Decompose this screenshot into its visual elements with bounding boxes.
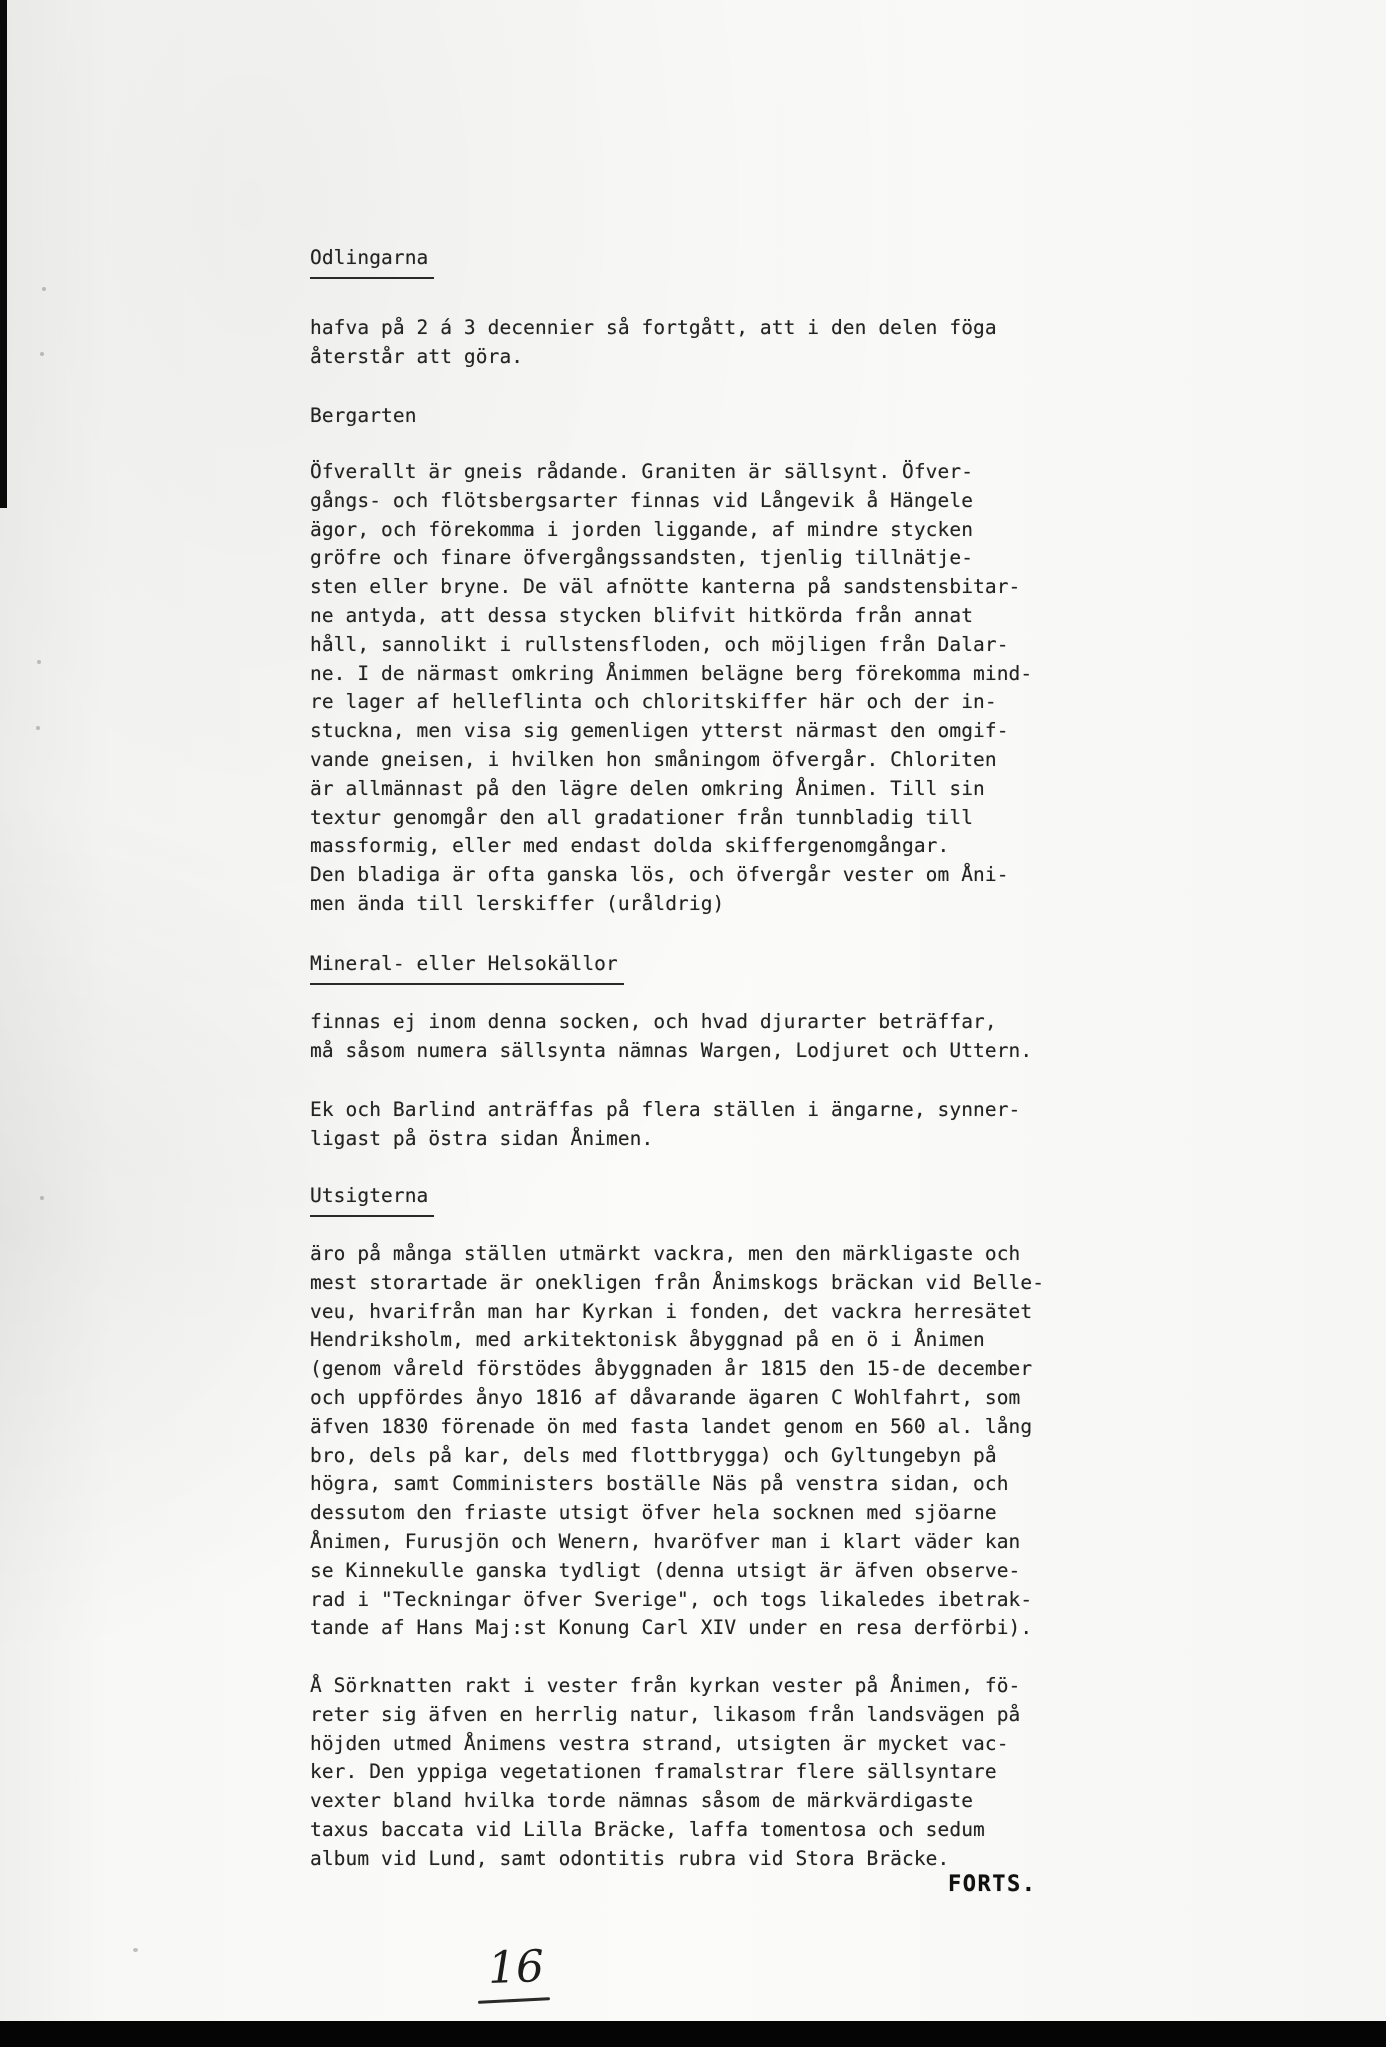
text-line: stuckna, men visa sig gemenligen ytterst närmast den omgif- — [310, 719, 1009, 743]
text-line: Ånimen, Furusjön och Wenern, hvaröfver man i klart väder kan — [310, 1529, 1021, 1553]
paragraph — [310, 1672, 1020, 1874]
text-line: ligast på östra sidan Ånimen. — [310, 1126, 654, 1150]
text-line: och uppfördes ånyo 1816 af dåvarande ägaren C Wohlfahrt, som — [310, 1385, 1021, 1409]
section-heading — [310, 244, 434, 279]
text-line: Ek och Barlind anträffas på flera ställen i ängarne, synner- — [310, 1098, 1021, 1121]
text-line: men ända till lerskiffer (uråldrig) — [310, 891, 725, 915]
text-line: dessutom den friaste utsigt öfver hela socknen med sjöarne — [310, 1501, 997, 1525]
page-number: 16 — [487, 1941, 545, 1994]
text-line: återstår att göra. — [310, 344, 524, 368]
text-line: äfven 1830 förenade ön med fasta landet genom en 560 al. lång — [310, 1414, 1033, 1438]
section-heading — [310, 1182, 434, 1217]
text-line: vande gneisen, i hvilken hon småningom öfvergår. Chloriten — [310, 747, 997, 771]
paragraph — [310, 1008, 1032, 1066]
text-line: Å Sörknatten rakt i vester från kyrkan vester på Ånimen, fö- — [310, 1674, 1021, 1697]
text-line: ker. Den yppiga vegetationen framalstrar flere sällsyntare — [310, 1760, 997, 1784]
section-heading-text: Odlingarna — [310, 244, 434, 279]
text-line: hafva på 2 á 3 decennier så fortgått, att i den delen föga — [310, 316, 997, 339]
text-line: rad i "Teckningar öfver Sverige", och togs likaledes ibetrak- — [310, 1587, 1033, 1611]
text-line: mest storartade är onekligen från Ånimskogs bräckan vid Belle- — [310, 1270, 1045, 1294]
section-heading-text: Bergarten — [310, 404, 417, 427]
text-line: (genom våreld förstödes åbyggnaden år 1815 den 15-de december — [310, 1357, 1033, 1381]
text-line: är allmännast på den lägre delen omkring Ånimen. Till sin — [310, 776, 985, 800]
text-line: album vid Lund, samt odontitis rubra vid Stora Bräcke. — [310, 1846, 950, 1870]
section-heading — [310, 402, 417, 431]
text-line: veu, hvarifrån man har Kyrkan i fonden, det vackra herresätet — [310, 1299, 1033, 1323]
text-line: bro, dels på kar, dels med flottbrygga) och Gyltungebyn på — [310, 1443, 997, 1467]
scan-speck — [42, 287, 46, 291]
text-line: taxus baccata vid Lilla Bräcke, laffa tomentosa och sedum — [310, 1817, 985, 1841]
text-line: textur genomgår den all gradationer från tunnbladig till — [310, 805, 974, 829]
scan-speck — [40, 1196, 44, 1200]
text-line: ne. I de närmast omkring Ånimmen belägne berg förekomma mind- — [310, 661, 1033, 685]
scan-speck — [40, 352, 44, 356]
text-line: håll, sannolikt i rullstensfloden, och möjligen från Dalar- — [310, 632, 1009, 656]
paragraph — [310, 314, 997, 372]
text-line: Hendriksholm, med arkitektonisk åbyggnad på en ö i Ånimen — [310, 1328, 985, 1352]
text-line: Den bladiga är ofta ganska lös, och öfvergår vester om Åni- — [310, 863, 1009, 887]
text-line: reter sig äfven en herrlig natur, likasom från landsvägen på — [310, 1702, 1021, 1726]
scan-speck — [36, 726, 40, 730]
text-line: gångs- och flötsbergsarter finnas vid Långevik å Hängele — [310, 488, 974, 512]
text-line: gröfre och finare öfvergångssandsten, tjenlig tillnätje- — [310, 546, 974, 570]
paragraph — [310, 458, 1032, 919]
scan-speck — [133, 1948, 138, 1952]
text-line: äro på många ställen utmärkt vackra, men den märkligaste och — [310, 1242, 1021, 1265]
text-line: se Kinnekulle ganska tydligt (denna utsigt är äfven observe- — [310, 1558, 1021, 1582]
text-line: ne antyda, att dessa stycken blifvit hitkörda från annat — [310, 603, 974, 627]
section-heading-text: Utsigterna — [310, 1182, 434, 1217]
section-heading — [310, 950, 624, 985]
paragraph — [310, 1240, 1044, 1643]
text-line: Öfverallt är gneis rådande. Graniten är sällsynt. Öfver- — [310, 460, 974, 483]
scan-speck — [37, 660, 41, 664]
paragraph — [310, 1096, 1020, 1154]
text-line: högra, samt Comministers boställe Näs på venstra sidan, och — [310, 1472, 1009, 1496]
text-line: tande af Hans Maj:st Konung Carl XIV under en resa derförbi). — [310, 1616, 1033, 1640]
scan-edge-bottom — [0, 2021, 1386, 2047]
text-line: vexter bland hvilka torde nämnas såsom de märkvärdigaste — [310, 1789, 974, 1813]
text-line: massformig, eller med endast dolda skiffergenomgångar. — [310, 834, 950, 858]
text-line: höjden utmed Ånimens vestra strand, utsigten är mycket vac- — [310, 1731, 1009, 1755]
text-line: finnas ej inom denna socken, och hvad djurarter beträffar, — [310, 1010, 997, 1033]
continuation-label: FORTS. — [948, 1872, 1037, 1897]
section-heading-text: Mineral- eller Helsokällor — [310, 950, 624, 985]
text-line: ägor, och förekomma i jorden liggande, af mindre stycken — [310, 517, 974, 541]
text-line: må såsom numera sällsynta nämnas Wargen, Lodjuret och Uttern. — [310, 1038, 1033, 1062]
text-line: re lager af helleflinta och chloritskiffer här och der in- — [310, 690, 997, 714]
text-line: sten eller bryne. De väl afnötte kanterna på sandstensbitar- — [310, 575, 1021, 599]
